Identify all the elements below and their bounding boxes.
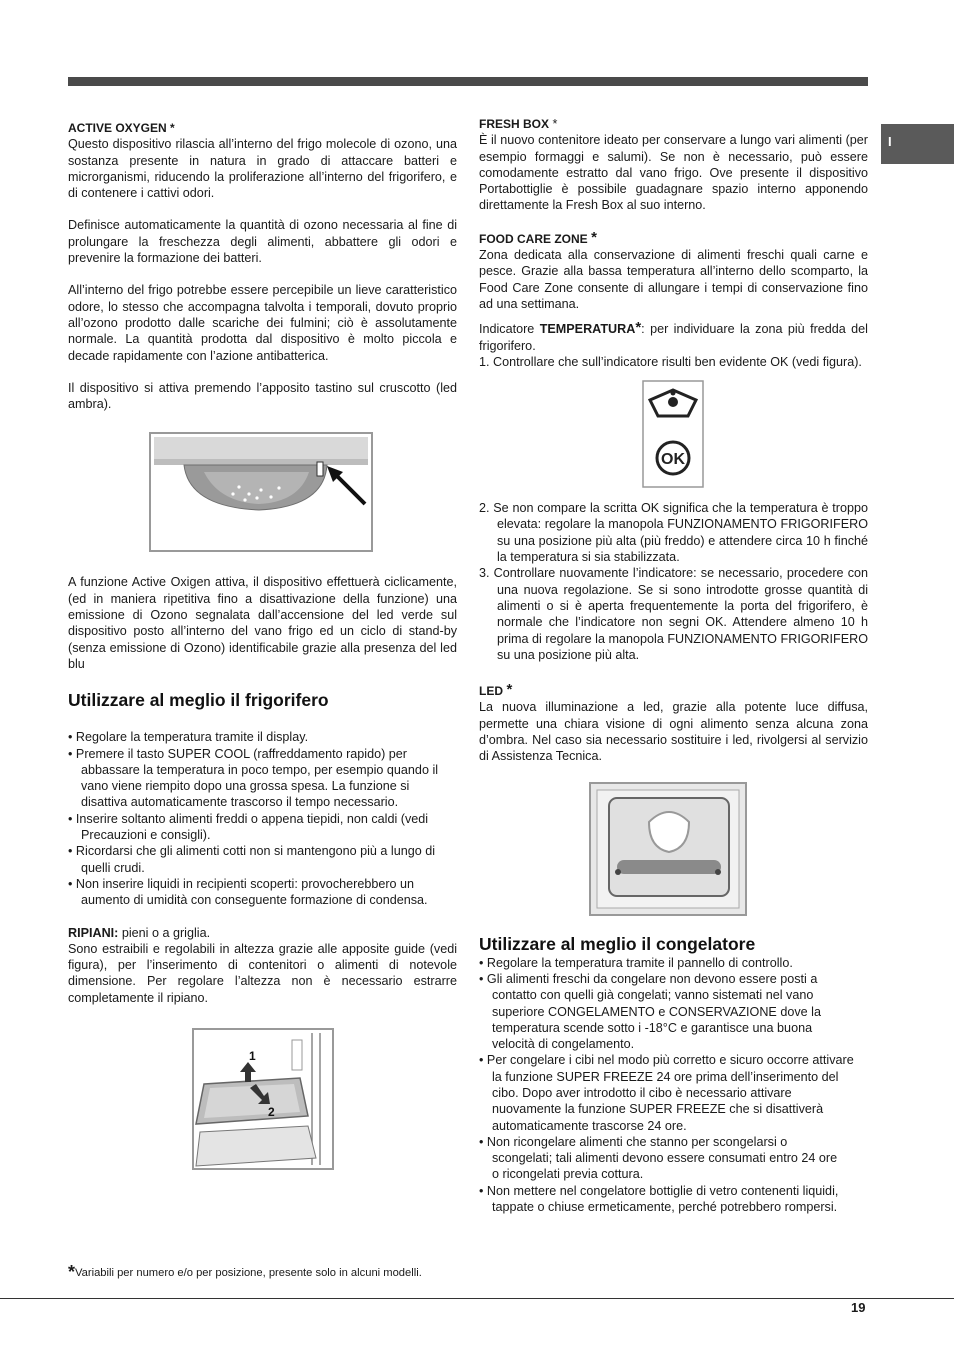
language-tab: I [881, 124, 954, 164]
indicator-bold: TEMPERATURA [539, 322, 636, 337]
shelf-figure [192, 1028, 334, 1170]
active-oxygen-p3: All’interno del frigo potrebbe essere percepibile un lieve caratteristico odore, lo stesso che accompagna talvolta i temporali, dovuto proprio all’ozono prodotto dalle scariche dei fulmini; ciò è assolutamente normale. La quantità prodotta dal dispositivo è molto piccola e decade rapidamente con l’azione antibatterica. [68, 283, 457, 363]
indicator-star: * [635, 319, 642, 337]
fresh-box-paragraph: È il nuovo contenitore ideato per conservare a lungo vari alimenti (per esempio formaggi e salumi). Se non è necessario, può essere comodamente estratto dal vano frigo. Ove presente il dispositivo Portabottiglie è possibile guadagnare spazio interno apponendo direttamente la Fresh Box al suo interno. [479, 133, 868, 213]
shelf-step-2-label: 2 [268, 1104, 275, 1119]
shelves-type: pieni o a griglia. [118, 925, 211, 940]
led-title: LED [479, 684, 503, 699]
list-item: • Premere il tasto SUPER COOL (raffreddamento rapido) per abbassare la temperatura in poco tempo, per esempio quando il vano viene riempito dopo una grossa spesa. La funzione si disattiva automaticamente trascorso il tempo necessario. [68, 746, 457, 811]
fridge-heading: Utilizzare al meglio il frigorifero [68, 690, 329, 711]
page-number: 19 [851, 1300, 866, 1315]
shelf-step-1-label: 1 [249, 1048, 256, 1063]
fresh-box-star: * [549, 117, 558, 131]
led-star: * [506, 681, 513, 699]
left-column [68, 120, 457, 1170]
active-oxygen-p1: Questo dispositivo rilascia all’interno del frigo molecole di ozono, una sostanza presente in natura in grado di attaccare batteri e microrganismi, riducendo la proliferazione all’interno del frigorifero, e di contenere i cattivi odori. [68, 137, 457, 201]
active-oxygen-title: ACTIVE OXYGEN * [68, 121, 175, 135]
ok-label: OK [661, 451, 685, 469]
footnote-text: Variabili per numero e/o per posizione, presente solo in alcuni modelli. [75, 1267, 422, 1279]
list-item: • Non mettere nel congelatore bottiglie di vetro contenenti liquidi, tappate o chiuse ermeticamente, perché potrebbero rompersi. [479, 1183, 868, 1216]
freezer-heading: Utilizzare al meglio il congelatore [479, 933, 756, 954]
footnote [68, 1262, 468, 1283]
indicator-step-3: 3. Controllare nuovamente l’indicatore: se necessario, procedere con una nuova regolazione. Se si sono introdotte grosse quantità di alimenti o si è aperta frequentemente la porta del frigorifero, è normale che l’indicatore non segni OK. Attendere almeno 10 h prima di regolare la manopola FUNZIONAMENTO FRIGORIFERO su una posizione più alta. [479, 566, 868, 662]
shelves-paragraph: Sono estraibili e regolabili in altezza grazie alle apposite guide (vedi figura), per l’inserimento di contenitori o alimenti di notevole dimensione. Per regolare l’altezza non è necessario estrarre completamente il ripiano. [68, 941, 457, 1005]
bottom-rule [0, 1298, 954, 1299]
indicator-post: : per individuare la zona più fredda del frigorifero. [479, 322, 868, 353]
ozone-device-figure [149, 432, 373, 552]
list-item: • Non ricongelare alimenti che stanno per scongelarsi o scongelati; tali alimenti devono essere consumati entro 24 ore o ricongelati previa cottura. [479, 1134, 868, 1183]
top-rule [68, 77, 868, 86]
list-item: • Gli alimenti freschi da congelare non devono essere posti a contatto con quelli già congelati; vanno sistemati nel vano superiore CONGELAMENTO e CONSERVAZIONE dove la temperatura scende sotto i -18°C e garantisce una buona velocità di congelamento. [479, 971, 868, 1052]
indicator-pre: Indicatore [479, 322, 540, 337]
indicator-step-1: 1. Controllare che sull’indicatore risulti ben evidente OK (vedi figura). [479, 354, 862, 369]
list-item: • Ricordarsi che gli alimenti cotti non si mantengono più a lungo di quelli crudi. [68, 843, 457, 876]
active-oxygen-p2: Definisce automaticamente la quantità di ozono necessaria al fine di prolungare la freschezza degli alimenti, abbattere gli odori e prevenire la formazione dei batteri. [68, 218, 457, 266]
active-oxygen-p5: A funzione Active Oxigen attiva, il dispositivo effettuerà ciclicamente, (ed in maniera ripetitiva fino a disattivazione della funzione) una emissione di Ozono segnalata dall’accensione del led verde sul dispositivo posto all’interno del vano frigo ed un ciclo di stand-by (senza emissione di Ozono) identificabile grazie alla presenza del led blu [68, 575, 457, 671]
fresh-box-title: FRESH BOX [479, 117, 550, 131]
indicator-step-2: 2. Se non compare la scritta OK significa che la temperatura è troppo elevata: regolare la manopola FUNZIONAMENTO FRIGORIFERO su una posizione più alta (più freddo) e attendere circa 10 h finché la temperatura si sia stabilizzata. [479, 501, 868, 565]
active-oxygen-p4: Il dispositivo si attiva premendo l’apposito tastino sul cruscotto (led ambra). [68, 380, 457, 412]
led-paragraph: La nuova illuminazione a led, grazie alla potente luce diffusa, permette una chiara visione di ogni alimento senza alcuna zona d’ombra. Nel caso sia necessario sostituire i led, rivolgersi al servizio di Assistenza Tecnica. [479, 700, 868, 764]
list-item: • Inserire soltanto alimenti freddi o appena tiepidi, non caldi (vedi Precauzioni e consigli). [68, 811, 457, 844]
footnote-star: * [68, 1262, 76, 1282]
list-item: • Non inserire liquidi in recipienti scoperti: provocherebbero un aumento di umidità con conseguente formazione di condensa. [68, 876, 457, 909]
shelves-label: RIPIANI: [68, 925, 119, 940]
shelves-intro [68, 925, 457, 941]
temperature-indicator-text [479, 320, 868, 354]
list-item: • Regolare la temperatura tramite il display. [68, 729, 457, 745]
freezer-tips-list [479, 955, 872, 1216]
fridge-tips-list [68, 729, 457, 908]
food-care-star: * [591, 228, 598, 246]
led-light-figure [589, 782, 747, 916]
food-care-paragraph: Zona dedicata alla conservazione di alimenti freschi quali carne e pesce. Grazie alla bassa temperatura all’interno dello scomparto, la Food Care Zone consente di allungare i tempi di conservazione fino ad una settimana. [479, 248, 868, 311]
list-item: • Regolare la temperatura tramite il pannello di controllo. [479, 955, 868, 971]
list-item: • Per congelare i cibi nel modo più corretto e sicuro occorre attivare la funzione SUPER FREEZE 24 ore prima dell’inserimento del cibo. Dopo aver introdotto il cibo è necessario attivare nuovamente la funzione SUPER FREEZE che si disattiverà automaticamente trascorse 24 ore. [479, 1052, 868, 1133]
food-care-title: FOOD CARE ZONE [479, 231, 588, 246]
right-column [479, 116, 872, 1215]
temperature-indicator-figure [642, 380, 704, 488]
